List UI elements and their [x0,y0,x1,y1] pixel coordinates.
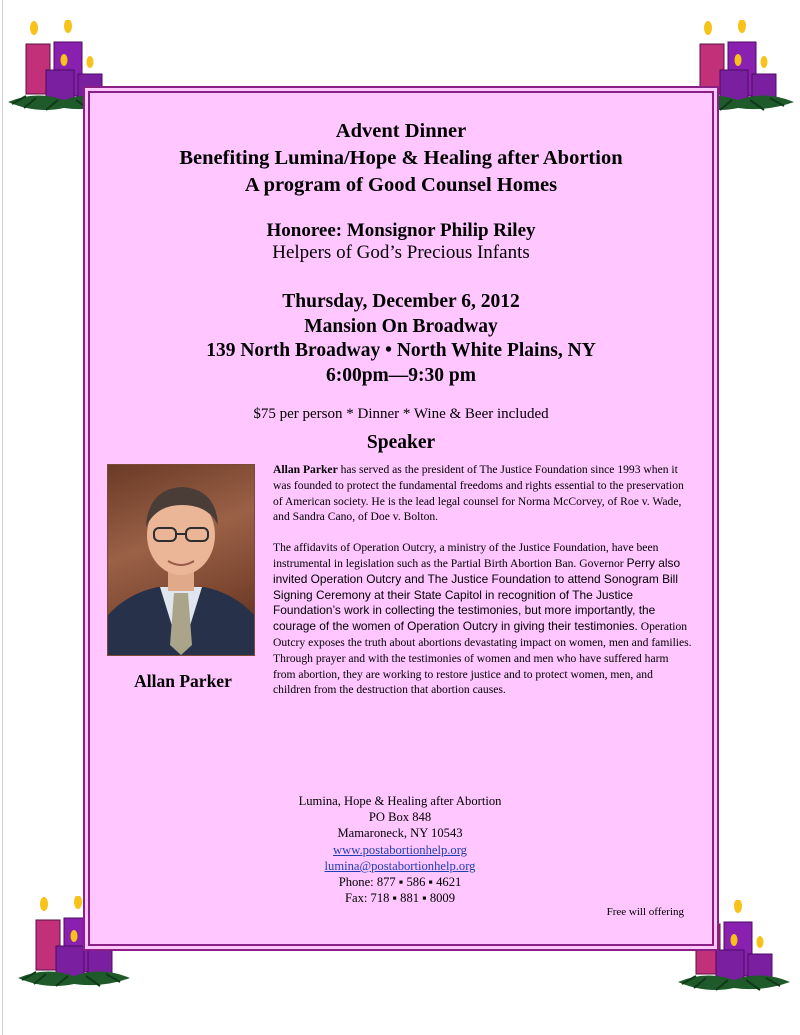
bio-speaker-name: Allan Parker [273,463,338,476]
contact-po-box: PO Box 848 [368,810,432,825]
contact-org: Lumina, Hope & Healing after Abortion [298,794,502,808]
price-line: $75 per person * Dinner * Wine & Beer included [253,406,549,422]
title-line-3: A program of Good Counsel Homes [244,174,558,196]
contact-phone: Phone: 877 ▪ 586 ▪ 4621 [338,875,462,890]
free-will-offering: Free will offering [606,906,684,918]
event-venue: Mansion On Broadway [304,315,498,337]
speaker-photo [107,464,255,656]
contact-city: Mamaroneck, NY 10543 [337,826,463,841]
bio-paragraph-2-start: The affidavits of Operation Outcry, a ministry of the Justice Foundation, have been instrumental in legislation such as the Partial Birth Abortion Ban. Governor [273,541,659,570]
title-line-2: Benefiting Lumina/Hope & Healing after Abortion [179,147,623,169]
page-edge-line [2,0,3,1035]
bio-paragraph-2 [273,540,693,698]
event-time: 6:00pm—9:30 pm [325,364,477,386]
speaker-bio [273,462,693,698]
flyer-frame [88,91,714,946]
event-date: Thursday, December 6, 2012 [282,291,520,312]
event-details-block [90,290,712,388]
contact-block [275,793,525,906]
bio-paragraph-1-text: has served as the president of The Justice Foundation since 1993 when it was founded to protect the fundamental freedoms and rights essential to the preservation of American society. He is the lead legal counsel for Norma McCorvey, of Roe v. Wade, and Sandra Cano, of Doe v. Bolton. [273,463,684,524]
contact-fax: Fax: 718 ▪ 881 ▪ 8009 [344,891,456,906]
honoree-name: Honoree: Monsignor Philip Riley [266,220,536,241]
speaker-photo-caption: Allan Parker [134,671,232,691]
website-link[interactable]: www.postabortionhelp.org [333,842,467,857]
bio-paragraph-2-sans: Perry also invited Operation Outcry and The Justice Foundation to attend Sonogram Bill Signing Ceremony at their State Capitol in recognition of The Justice Foundation’s work in collecting the testimonies, but more importantly, the courage of the women of Operation Outcry in giving their testimonies. [273,555,681,634]
speaker-heading: Speaker [366,432,436,453]
honoree-block [90,220,712,264]
bio-paragraph-2-end: Operation Outcry exposes the truth about abortions devastating impact on women, men and families. Through prayer and with the testimonies of women and men who have suffered harm from abortion, they are working to restore justice and to protect women, men, and children from the destruction that abortion causes. [273,620,692,697]
honoree-organization: Helpers of God’s Precious Infants [272,242,530,263]
event-title-block [90,118,712,199]
title-line-1: Advent Dinner [335,120,467,142]
bio-paragraph-1 [273,462,693,525]
event-address: 139 North Broadway • North White Plains, NY [206,340,596,361]
email-link[interactable]: lumina@postabortionhelp.org [324,858,476,873]
